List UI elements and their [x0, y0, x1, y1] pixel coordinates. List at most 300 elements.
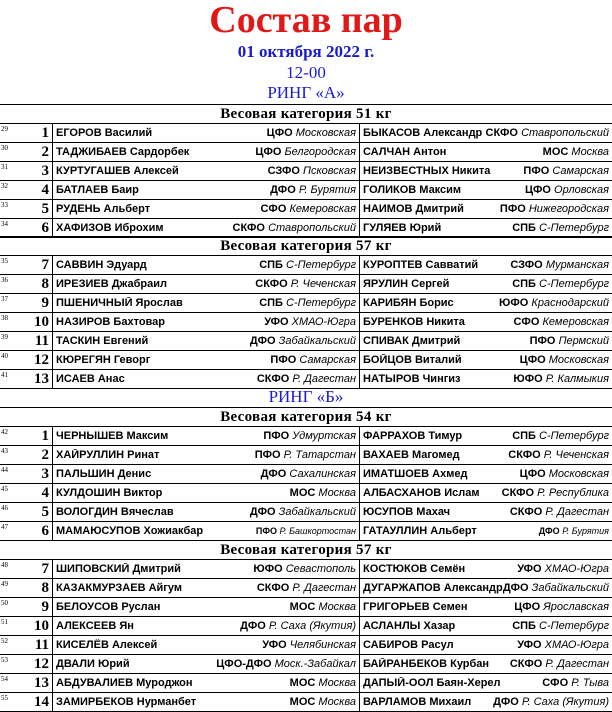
boxer-city: Самарская	[552, 165, 609, 177]
boxer-right-cell	[360, 446, 612, 464]
weight-category-title: Весовая категория 57 кг	[0, 541, 612, 560]
boxer-name: ЯРУЛИН Сергей	[363, 278, 450, 290]
boxer-name: ДАПЫЙ-ООЛ Баян-Херел	[363, 677, 501, 689]
boxer-city: Кемеровская	[289, 203, 356, 215]
bout-number: 11	[34, 637, 49, 653]
boxer-region	[256, 526, 356, 536]
boxer-city: Р. Чеченская	[290, 278, 356, 290]
boxer-name: ГАТАУЛЛИН Альберт	[363, 525, 477, 537]
boxer-region	[510, 658, 609, 670]
boxer-federal-district: ДФО	[502, 582, 529, 594]
bout-number: 4	[41, 485, 49, 501]
boxer-region	[500, 203, 609, 215]
bout-sequence: 47	[1, 523, 8, 531]
bout-sequence: 35	[1, 257, 8, 265]
bout-sequence: 32	[1, 182, 8, 190]
bout-row	[0, 446, 612, 465]
bout-sequence: 48	[1, 561, 8, 569]
bout-number: 12	[34, 656, 49, 672]
boxer-federal-district: ДФО	[493, 696, 519, 708]
boxer-name: ХАФИЗОВ Иброхим	[56, 222, 164, 234]
boxer-federal-district: ДФО	[249, 335, 276, 347]
boxer-name: ТАДЖИБАЕВ Сардорбек	[56, 146, 190, 158]
boxer-region	[530, 335, 609, 347]
weight-category-title: Весовая категория 57 кг	[0, 237, 612, 256]
bout-row	[0, 674, 612, 693]
boxer-region	[250, 335, 356, 347]
bout-row	[0, 484, 612, 503]
bout-sequence: 43	[1, 447, 8, 455]
boxer-left-cell	[52, 143, 360, 161]
boxer-name: ХАЙРУЛЛИН Ринат	[56, 449, 160, 461]
boxer-name: БАЙРАНБЕКОВ Курбан	[363, 658, 490, 670]
boxer-left-cell	[52, 636, 360, 654]
bout-row	[0, 522, 612, 541]
boxer-region	[499, 297, 609, 309]
bout-row	[0, 256, 612, 275]
bout-row	[0, 636, 612, 655]
boxer-name: ШИПОВСКИЙ Дмитрий	[56, 563, 181, 575]
boxer-region	[523, 165, 609, 177]
boxer-federal-district: ДФО	[538, 526, 560, 536]
boxer-city: Ставропольский	[521, 127, 609, 139]
boxer-region	[512, 278, 609, 290]
boxer-name: ЕГОРОВ Василий	[56, 127, 153, 139]
boxer-federal-district: СКФО	[509, 506, 543, 518]
boxer-name: ГОЛИКОВ Максим	[363, 184, 462, 196]
boxer-city: Москва	[318, 677, 356, 689]
weight-category-title: Весовая категория 51 кг	[0, 105, 612, 124]
boxer-region	[257, 582, 356, 594]
bout-sequence: 44	[1, 466, 8, 474]
weight-category-title: Весовая категория 54 кг	[0, 408, 612, 427]
boxer-name: ПШЕНИЧНЫЙ Ярослав	[56, 297, 183, 309]
boxer-city: Московская	[548, 354, 609, 366]
boxer-left-cell	[52, 181, 360, 199]
boxer-left-cell	[52, 124, 360, 142]
boxer-city: Пермский	[558, 335, 609, 347]
boxer-right-cell	[360, 332, 612, 350]
boxer-federal-district: СКФО	[256, 373, 290, 385]
boxer-federal-district: СКФО	[256, 582, 290, 594]
boxer-name: БУРЕНКОВ Никита	[363, 316, 465, 328]
boxer-right-cell	[360, 256, 612, 274]
boxer-name: ЮСУПОВ Махач	[363, 506, 451, 518]
boxer-city: Краснодарский	[531, 297, 609, 309]
boxer-region	[216, 658, 356, 670]
boxer-federal-district: ЮФО	[499, 297, 529, 309]
boxer-right-cell	[360, 465, 612, 483]
boxer-left-cell	[52, 313, 360, 331]
boxer-right-cell	[360, 427, 612, 445]
bout-number: 13	[34, 675, 49, 691]
weight-section-ring-b-57	[0, 540, 612, 712]
bout-row	[0, 465, 612, 484]
boxer-city: Москва	[571, 146, 609, 158]
bout-sequence: 53	[1, 656, 8, 664]
boxer-federal-district: СПБ	[259, 259, 283, 271]
boxer-federal-district: СФО	[260, 203, 287, 215]
boxer-federal-district: СКФО	[232, 222, 265, 234]
boxer-left-cell	[52, 579, 360, 597]
boxer-region	[290, 487, 356, 499]
boxer-federal-district: ПФО	[499, 203, 526, 215]
boxer-left-cell	[52, 256, 360, 274]
bout-number: 12	[34, 352, 49, 368]
bout-row	[0, 351, 612, 370]
boxer-federal-district: УФО	[517, 639, 542, 651]
boxer-region	[259, 259, 356, 271]
boxer-region	[253, 563, 356, 575]
boxer-name: АЛБАСХАНОВ Ислам	[363, 487, 480, 499]
boxer-left-cell	[52, 332, 360, 350]
bout-sequence: 50	[1, 599, 8, 607]
weight-section-ring-a-57	[0, 236, 612, 389]
bout-number: 2	[41, 447, 49, 463]
boxer-name: КИСЕЛЁВ Алексей	[56, 639, 158, 651]
bout-row	[0, 294, 612, 313]
boxer-name: ВАХАЕВ Магомед	[363, 449, 460, 461]
boxer-name: КАЗАКМУРЗАЕВ Айгум	[56, 582, 182, 594]
boxer-left-cell	[52, 370, 360, 388]
boxer-region	[517, 563, 609, 575]
boxer-name: ТАСКИН Евгений	[56, 335, 149, 347]
boxer-city: Р. Дагестан	[545, 506, 609, 518]
boxer-name: ЧЕРНЫШЕВ Максим	[56, 430, 169, 442]
boxer-region	[260, 203, 356, 215]
ring-a-heading: РИНГ «А»	[267, 83, 345, 102]
boxer-name: ГРИГОРЬЕВ Семен	[363, 601, 468, 613]
boxer-name: КЮРЕГЯН Геворг	[56, 354, 151, 366]
bout-sequence: 38	[1, 314, 8, 322]
bout-number: 5	[41, 504, 49, 520]
boxer-city: С-Петербург	[539, 620, 609, 632]
boxer-left-cell	[52, 617, 360, 635]
boxer-region	[255, 449, 356, 461]
bout-sequence: 31	[1, 163, 8, 171]
bout-number: 11	[34, 333, 49, 349]
boxer-city: Р. Саха (Якутия)	[521, 696, 609, 708]
boxer-federal-district: ЦФО	[525, 184, 551, 196]
boxer-city: Р. Тыва	[571, 677, 609, 689]
boxer-name: ГУЛЯЕВ Юрий	[363, 222, 442, 234]
boxer-name: ФАРРАХОВ Тимур	[363, 430, 463, 442]
boxer-name: ВОЛОГДИН Вячеслав	[56, 506, 174, 518]
boxer-right-cell	[360, 636, 612, 654]
boxer-left-cell	[52, 484, 360, 502]
boxer-region	[263, 430, 356, 442]
boxer-federal-district: МОС	[289, 601, 316, 613]
boxer-city: Москва	[318, 696, 356, 708]
boxer-federal-district: ЦФО	[519, 468, 546, 480]
bout-number: 9	[41, 599, 49, 615]
boxer-city: ХМАО-Югра	[291, 316, 356, 328]
boxer-right-cell	[360, 219, 612, 237]
boxer-region	[539, 526, 609, 536]
boxer-city: С-Петербург	[286, 297, 356, 309]
boxer-region	[542, 677, 609, 689]
bout-sequence: 54	[1, 675, 8, 683]
boxer-right-cell	[360, 674, 612, 692]
boxer-federal-district: СКФО	[508, 449, 541, 461]
boxer-left-cell	[52, 275, 360, 293]
boxer-city: Р. Калмыкия	[545, 373, 609, 385]
boxer-city: С-Петербург	[539, 222, 609, 234]
boxer-region	[270, 354, 356, 366]
boxer-name: НЕИЗВЕСТНЫХ Никита	[363, 165, 491, 177]
bout-number: 14	[34, 694, 49, 710]
bout-number: 8	[41, 276, 49, 292]
boxer-federal-district: ПФО	[523, 165, 550, 177]
bout-row	[0, 162, 612, 181]
boxer-name: ИМАТШОЕВ Ахмед	[363, 468, 468, 480]
boxer-city: Белгородская	[284, 146, 356, 158]
boxer-city: Московская	[548, 468, 609, 480]
boxer-federal-district: СПБ	[512, 430, 536, 442]
boxer-region	[290, 677, 356, 689]
boxer-federal-district: МОС	[289, 677, 316, 689]
boxer-city: С-Петербург	[286, 259, 356, 271]
bout-sequence: 46	[1, 504, 8, 512]
boxer-left-cell	[52, 200, 360, 218]
boxer-city: Р. Саха (Якутия)	[268, 620, 356, 632]
ring-b-heading: РИНГ «Б»	[268, 387, 344, 406]
boxer-federal-district: СПБ	[512, 222, 536, 234]
boxer-federal-district: ПФО	[529, 335, 556, 347]
boxer-city: Р. Республика	[537, 487, 609, 499]
boxer-city: Челябинская	[289, 639, 356, 651]
boxer-right-cell	[360, 351, 612, 369]
bout-number: 5	[41, 201, 49, 217]
boxer-region	[513, 316, 609, 328]
bout-number: 6	[41, 220, 49, 236]
boxer-city: Ярославская	[543, 601, 609, 613]
boxer-region	[257, 373, 356, 385]
bout-row	[0, 655, 612, 674]
boxer-federal-district: ПФО	[270, 354, 297, 366]
boxer-name: АЛЕКСЕЕВ Ян	[56, 620, 134, 632]
bout-sequence: 49	[1, 580, 8, 588]
boxer-region	[510, 259, 609, 271]
boxer-federal-district: ЦФО	[255, 146, 282, 158]
boxer-federal-district: ДФО	[270, 184, 296, 196]
boxer-name: САЛЧАН Антон	[363, 146, 447, 158]
boxer-region	[250, 506, 356, 518]
boxer-region	[233, 222, 356, 234]
boxer-federal-district: СПБ	[512, 278, 536, 290]
bout-number: 7	[41, 257, 49, 273]
boxer-federal-district: ДФО	[260, 468, 287, 480]
boxer-federal-district: СФО	[542, 677, 569, 689]
boxer-city: Самарская	[299, 354, 356, 366]
boxer-city: Р. Бурятия	[562, 526, 609, 536]
boxer-city: Мурманская	[545, 259, 609, 271]
boxer-right-cell	[360, 124, 612, 142]
boxer-right-cell	[360, 655, 612, 673]
bout-number: 8	[41, 580, 49, 596]
boxer-federal-district: СЗФО	[267, 165, 300, 177]
boxer-left-cell	[52, 522, 360, 540]
event-date: 01 октября 2022 г.	[237, 42, 375, 61]
boxer-left-cell	[52, 294, 360, 312]
boxer-name: БЕЛОУСОВ Руслан	[56, 601, 161, 613]
boxer-region	[512, 222, 609, 234]
boxer-right-cell	[360, 370, 612, 388]
boxer-name: МАМАЮСУПОВ Хожиакбар	[56, 525, 204, 537]
boxer-region	[525, 184, 609, 196]
boxer-region	[520, 468, 609, 480]
boxer-region	[290, 601, 356, 613]
boxer-federal-district: СФО	[513, 316, 540, 328]
boxer-federal-district: УФО	[264, 316, 289, 328]
bout-number: 1	[41, 125, 49, 141]
bout-sequence: 39	[1, 333, 8, 341]
bout-sequence: 51	[1, 618, 8, 626]
bout-sequence: 30	[1, 144, 8, 152]
boxer-region	[512, 620, 609, 632]
bout-row	[0, 370, 612, 389]
boxer-name: КАРИБЯН Борис	[363, 297, 454, 309]
boxer-left-cell	[52, 655, 360, 673]
bout-row	[0, 124, 612, 143]
boxer-name: НАЗИРОВ Бахтовар	[56, 316, 165, 328]
boxer-city: Забайкальский	[531, 582, 609, 594]
boxer-name: БОЙЦОВ Виталий	[363, 354, 462, 366]
boxer-region	[255, 278, 356, 290]
boxer-left-cell	[52, 162, 360, 180]
boxer-name: ЗАМИРБЕКОВ Нурманбет	[56, 696, 197, 708]
boxer-left-cell	[52, 503, 360, 521]
bout-sequence: 29	[1, 125, 8, 133]
bout-number: 13	[34, 371, 49, 387]
boxer-right-cell	[360, 693, 612, 711]
boxer-federal-district: МОС	[289, 696, 316, 708]
boxer-region	[267, 127, 356, 139]
boxer-federal-district: ЮФО	[253, 563, 283, 575]
boxer-name: ИСАЕВ Анас	[56, 373, 125, 385]
boxer-right-cell	[360, 560, 612, 578]
boxer-federal-district: СПБ	[512, 620, 536, 632]
boxer-right-cell	[360, 484, 612, 502]
boxer-name: БАТЛАЕВ Баир	[56, 184, 139, 196]
boxer-region	[255, 146, 356, 158]
boxer-city: Р. Башкортостан	[279, 526, 356, 536]
boxer-region	[493, 696, 609, 708]
boxer-city: Нижегородская	[528, 203, 609, 215]
boxer-name: НАИМОВ Дмитрий	[363, 203, 464, 215]
boxer-federal-district: УФО	[517, 563, 542, 575]
boxer-left-cell	[52, 465, 360, 483]
boxer-city: Удмуртская	[292, 430, 356, 442]
bout-sequence: 34	[1, 220, 8, 228]
boxer-federal-district: ЦФО	[514, 601, 541, 613]
bout-sequence: 37	[1, 295, 8, 303]
boxer-region	[270, 184, 356, 196]
bout-number: 7	[41, 561, 49, 577]
boxer-federal-district: МОС	[542, 146, 569, 158]
boxer-region	[502, 487, 609, 499]
boxer-federal-district: ПФО	[255, 526, 278, 536]
bout-number: 9	[41, 295, 49, 311]
boxer-city: С-Петербург	[539, 278, 609, 290]
boxer-city: ХМАО-Югра	[544, 639, 609, 651]
boxer-federal-district: МОС	[289, 487, 316, 499]
boxer-right-cell	[360, 294, 612, 312]
boxer-right-cell	[360, 503, 612, 521]
boxer-region	[486, 127, 609, 139]
bout-sequence: 52	[1, 637, 8, 645]
boxer-city: Р. Дагестан	[292, 373, 356, 385]
boxer-federal-district: ЦФО-ДФО	[216, 658, 272, 670]
boxer-region	[513, 373, 609, 385]
boxer-federal-district: СЗФО	[510, 259, 543, 271]
boxer-city: Моск.-Забайкал	[274, 658, 356, 670]
boxer-name: БЫКАСОВ Александр	[363, 127, 483, 139]
boxer-right-cell	[360, 275, 612, 293]
boxer-right-cell	[360, 617, 612, 635]
bout-row	[0, 332, 612, 351]
bout-sequence: 36	[1, 276, 8, 284]
bout-row	[0, 693, 612, 712]
boxer-city: Забайкальский	[278, 506, 356, 518]
boxer-federal-district: ДФО	[240, 620, 266, 632]
boxer-name: КУРТУГАШЕВ Алексей	[56, 165, 179, 177]
boxer-city: Р. Татарстан	[283, 449, 356, 461]
boxer-federal-district: СКФО	[485, 127, 518, 139]
boxer-name: РУДЕНЬ Альберт	[56, 203, 151, 215]
boxer-region	[543, 146, 609, 158]
bout-row	[0, 598, 612, 617]
boxer-federal-district: УФО	[262, 639, 287, 651]
bout-number: 3	[41, 466, 49, 482]
boxer-federal-district: СКФО	[501, 487, 535, 499]
bout-row	[0, 275, 612, 294]
boxer-name: НАТЫРОВ Чингиз	[363, 373, 461, 385]
boxer-region	[517, 639, 609, 651]
boxer-region	[508, 449, 609, 461]
bout-sequence: 41	[1, 371, 8, 379]
boxer-region	[510, 506, 609, 518]
boxer-region	[262, 639, 356, 651]
bout-sequence: 40	[1, 352, 8, 360]
bout-number: 4	[41, 182, 49, 198]
boxer-federal-district: СПБ	[259, 297, 283, 309]
weight-section-ring-a-51	[0, 104, 612, 238]
boxer-name: КУРОПТЕВ Савватий	[363, 259, 479, 271]
boxer-region	[514, 601, 609, 613]
boxer-left-cell	[52, 560, 360, 578]
boxer-left-cell	[52, 598, 360, 616]
bout-sequence: 55	[1, 694, 8, 702]
boxer-city: Ставропольский	[268, 222, 356, 234]
boxer-name: АСЛАНЛЫ Хазар	[363, 620, 456, 632]
boxer-region	[264, 316, 356, 328]
boxer-left-cell	[52, 674, 360, 692]
boxer-region	[268, 165, 356, 177]
bout-row	[0, 427, 612, 446]
boxer-city: Сахалинская	[289, 468, 356, 480]
boxer-name: ПАЛЬШИН Денис	[56, 468, 152, 480]
boxer-name: ДУГАРЖАПОВ Александр	[363, 582, 503, 594]
boxer-right-cell	[360, 181, 612, 199]
bout-number: 1	[41, 428, 49, 444]
boxer-name: СПИВАК Дмитрий	[363, 335, 461, 347]
boxer-city: Р. Дагестан	[545, 658, 609, 670]
page-title: Состав пар	[209, 0, 403, 41]
boxer-federal-district: ПФО	[254, 449, 281, 461]
boxer-left-cell	[52, 427, 360, 445]
boxer-city: Р. Дагестан	[292, 582, 356, 594]
